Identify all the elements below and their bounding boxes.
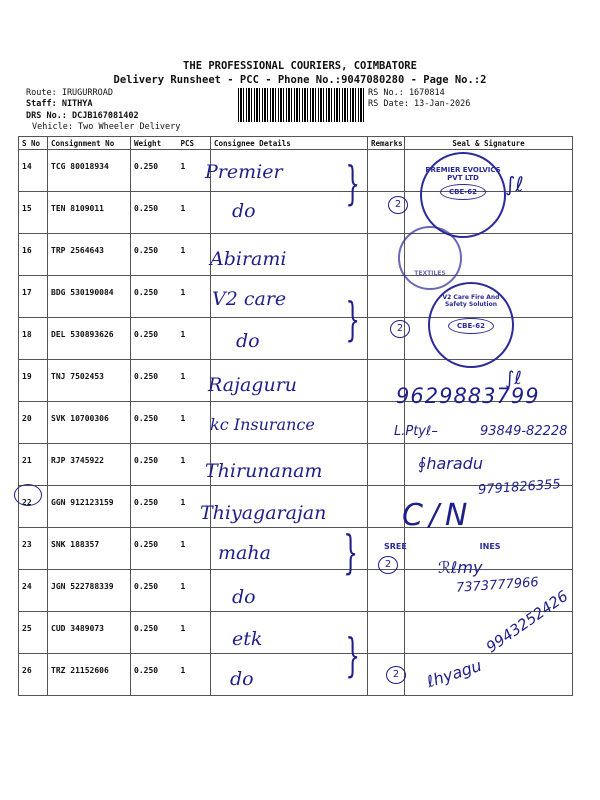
cell-weight: 0.250 [131, 486, 178, 528]
cell-pcs: 1 [178, 654, 211, 696]
header-remarks: Remarks [368, 137, 405, 150]
signature-mark: ∮haradu [418, 454, 483, 473]
handwritten-consignee: do [232, 200, 256, 222]
cell-pcs: 1 [178, 612, 211, 654]
cell-sno: 21 [19, 444, 48, 486]
remarks-count-circle: 2 [388, 196, 408, 214]
handwritten-consignee: etk [232, 628, 263, 650]
cell-consignment: TCG 80018934 [48, 150, 131, 192]
handwritten-consignee: Thiyagarajan [200, 502, 327, 524]
staff-label: Staff: NITHYA [26, 99, 93, 109]
vehicle-label: Vehicle: Two Wheeler Delivery [32, 122, 181, 132]
cell-consignee [211, 318, 368, 360]
cell-remarks [368, 612, 405, 654]
cell-weight: 0.250 [131, 360, 178, 402]
handwritten-phone: 9629883799 [396, 384, 540, 408]
cell-consignment: GGN 912123159 [48, 486, 131, 528]
cell-pcs: 1 [178, 528, 211, 570]
remarks-count-circle: 2 [378, 556, 398, 574]
cell-sno: 24 [19, 570, 48, 612]
cell-weight: 0.250 [131, 528, 178, 570]
cell-consignment: TRZ 21152606 [48, 654, 131, 696]
cell-pcs: 1 [178, 444, 211, 486]
header-sno: S No [19, 137, 48, 150]
handwritten-cn: C/N [402, 498, 474, 533]
handwritten-consignee: V2 care [212, 288, 287, 310]
cell-pcs: 1 [178, 570, 211, 612]
company-seal-textiles: TEXTILES [398, 226, 462, 290]
signature-mark: ∫ℓ [505, 172, 524, 196]
cell-pcs: 1 [178, 402, 211, 444]
cell-sno: 26 [19, 654, 48, 696]
brace-mark: } [343, 525, 358, 579]
signature-mark: ℓhyagu [424, 655, 484, 692]
cell-weight: 0.250 [131, 612, 178, 654]
header-pcs: PCS [178, 137, 211, 150]
barcode [238, 88, 365, 122]
handwritten-phone: 9943252426 [482, 586, 572, 657]
header-consignment: Consignment No [48, 137, 131, 150]
cell-weight: 0.250 [131, 654, 178, 696]
cell-consignment: TRP 2564643 [48, 234, 131, 276]
table-row [19, 234, 573, 276]
handwritten-consignee: do [232, 586, 256, 608]
cell-weight: 0.250 [131, 444, 178, 486]
handwritten-consignee: Thirunanam [205, 460, 323, 482]
document-title: THE PROFESSIONAL COURIERS, COIMBATORE [183, 60, 417, 72]
signature-mark: ℛℓmy [438, 558, 483, 577]
cell-pcs: 1 [178, 360, 211, 402]
cell-weight: 0.250 [131, 318, 178, 360]
cell-consignment: BDG 530190084 [48, 276, 131, 318]
cell-sno: 16 [19, 234, 48, 276]
signature-mark: ∫ℓ [505, 368, 522, 389]
cell-consignment: DEL 530893626 [48, 318, 131, 360]
handwritten-consignee: Rajaguru [208, 374, 298, 396]
company-seal-v2care: V2 Care Fire And Safety Solution CBE-62 [428, 282, 514, 368]
cell-weight: 0.250 [131, 150, 178, 192]
cell-weight: 0.250 [131, 234, 178, 276]
cell-sno: 23 [19, 528, 48, 570]
rs-date: RS Date: 13-Jan-2026 [368, 99, 471, 109]
handwritten-consignee: maha [218, 542, 271, 564]
circled-serial-mark [14, 484, 42, 506]
cell-consignment: JGN 522788339 [48, 570, 131, 612]
cell-pcs: 1 [178, 486, 211, 528]
drs-number: DRS No.: DCJB167081402 [26, 111, 139, 121]
handwritten-phone: 9791826355 [477, 477, 562, 498]
signature-mark: L.Ptyℓ– [394, 424, 438, 439]
cell-pcs: 1 [178, 318, 211, 360]
cell-sno: 19 [19, 360, 48, 402]
cell-remarks [368, 444, 405, 486]
cell-sno: 20 [19, 402, 48, 444]
header-consignee: Consignee Details [211, 137, 368, 150]
cell-pcs: 1 [178, 192, 211, 234]
cell-weight: 0.250 [131, 570, 178, 612]
cell-consignment: SNK 188357 [48, 528, 131, 570]
cell-consignment: TEN 8109011 [48, 192, 131, 234]
handwritten-phone: 93849-82228 [480, 424, 568, 439]
cell-sno: 15 [19, 192, 48, 234]
cell-remarks [368, 486, 405, 528]
cell-pcs: 1 [178, 150, 211, 192]
cell-remarks [368, 150, 405, 192]
handwritten-consignee: do [230, 668, 254, 690]
header-seal: Seal & Signature [405, 137, 573, 150]
handwritten-consignee: Abirami [210, 248, 287, 270]
handwritten-consignee: kc Insurance [210, 415, 315, 434]
company-seal-premier: PREMIER EVOLVICS PVT LTD CBE-62 [420, 152, 506, 238]
table-header-row [19, 137, 573, 150]
cell-remarks [368, 570, 405, 612]
route-label: Route: IRUGURROAD [26, 88, 113, 98]
remarks-count-circle: 2 [390, 320, 410, 338]
cell-sno: 14 [19, 150, 48, 192]
cell-sno: 25 [19, 612, 48, 654]
handwritten-consignee: do [236, 330, 260, 352]
cell-consignment: RJP 3745922 [48, 444, 131, 486]
cell-weight: 0.250 [131, 276, 178, 318]
handwritten-phone: 7373777966 [455, 575, 540, 596]
cell-pcs: 1 [178, 276, 211, 318]
cell-consignment: CUD 3489073 [48, 612, 131, 654]
rs-number: RS No.: 1670814 [368, 88, 445, 98]
cell-weight: 0.250 [131, 192, 178, 234]
document-subtitle: Delivery Runsheet - PCC - Phone No.:9047080280 - Page No.:2 [113, 74, 487, 86]
cell-weight: 0.250 [131, 402, 178, 444]
handwritten-consignee: Premier [205, 161, 283, 183]
brace-mark: } [345, 156, 360, 210]
cell-remarks [368, 276, 405, 318]
cell-pcs: 1 [178, 234, 211, 276]
cell-sno: 17 [19, 276, 48, 318]
brace-mark: } [345, 628, 360, 682]
partial-seal-stamp: SREE INES [384, 542, 501, 551]
brace-mark: } [345, 292, 360, 346]
cell-consignment: TNJ 7502453 [48, 360, 131, 402]
table-row [19, 654, 573, 696]
header-weight: Weight [131, 137, 178, 150]
cell-sno: 22 [19, 486, 48, 528]
cell-consignment: SVK 10700306 [48, 402, 131, 444]
remarks-count-circle: 2 [386, 666, 406, 684]
cell-sno: 18 [19, 318, 48, 360]
